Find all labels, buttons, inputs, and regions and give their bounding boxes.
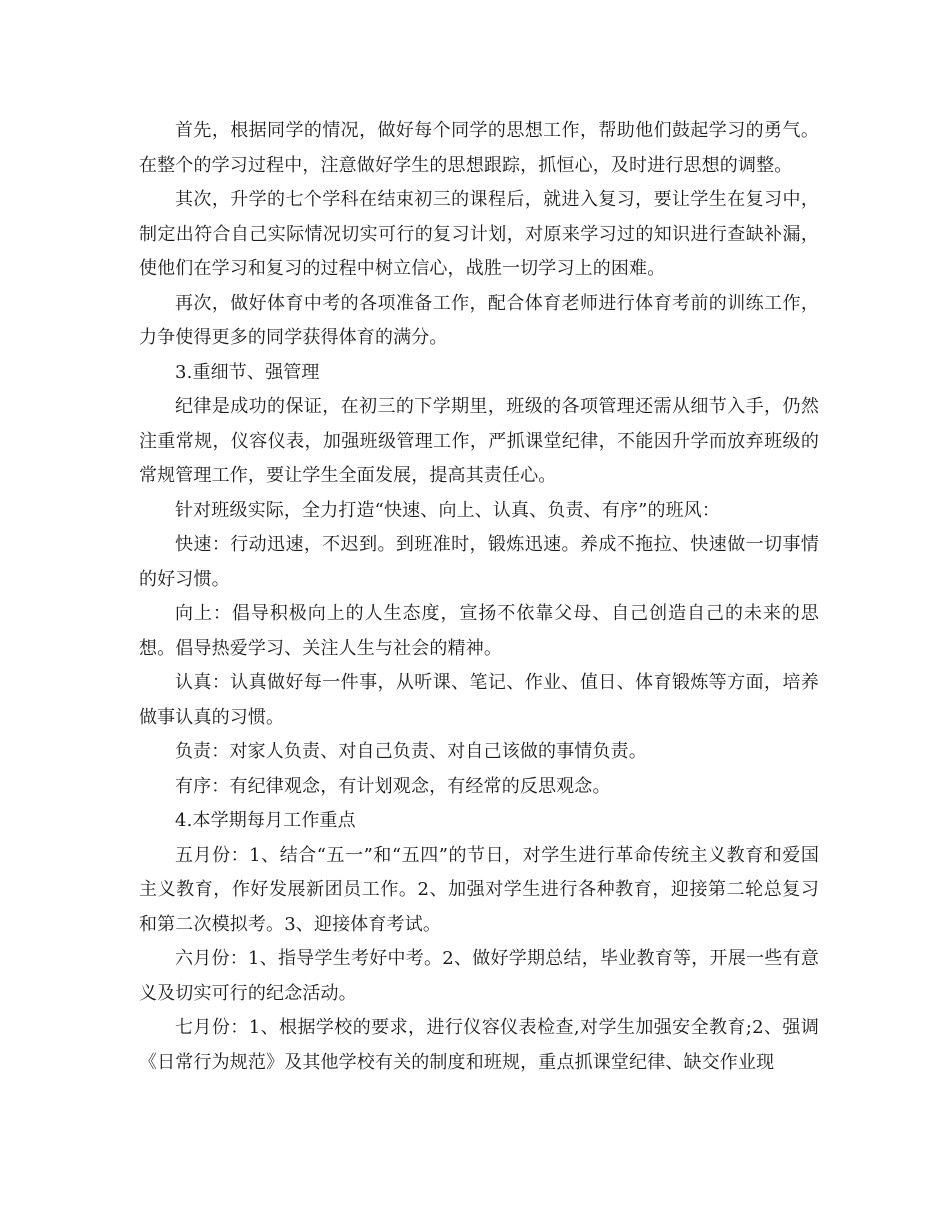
paragraph-class-style: 针对班级实际，全力打造“快速、向上、认真、负责、有序”的班风： xyxy=(175,499,721,521)
paragraph-orderly: 有序：有纪律观念，有计划观念，有经常的反思观念。 xyxy=(175,775,611,797)
paragraph-upward: 向上：倡导积极向上的人生态度，宣扬不依靠父母、自己创造自己的未来的思想。倡导热爱学习、关注人生与社会的精神。 xyxy=(139,603,819,659)
paragraph-july: 七月份：1、根据学校的要求，进行仪容仪表检查,对学生加强安全教育;2、强调《日常行为规范》及其他学校有关的制度和班规，重点抓课堂纪律、缺交作业现 xyxy=(139,1017,819,1073)
paragraph-june: 六月份：1、指导学生考好中考。2、做好学期总结，毕业教育等，开展一些有意义及切实可行的纪念活动。 xyxy=(139,948,819,1004)
paragraph-ideological-work: 首先，根据同学的情况，做好每个同学的思想工作，帮助他们鼓起学习的勇气。在整个的学习过程中，注意做好学生的思想跟踪，抓恒心，及时进行思想的调整。 xyxy=(139,120,819,176)
paragraph-responsible: 负责：对家人负责、对自己负责、对自己该做的事情负责。 xyxy=(175,741,647,762)
paragraph-fast: 快速：行动迅速，不迟到。到班准时，锻炼迅速。养成不拖拉、快速做一切事情的好习惯。 xyxy=(139,534,819,590)
paragraph-may: 五月份：1、结合“五一”和“五四”的节日，对学生进行革命传统主义教育和爱国主义教育，作好发展新团员工作。2、加强对学生进行各种教育，迎接第二轮总复习和第二次模拟考。3、迎接体育考试。 xyxy=(139,844,819,935)
section-heading-monthly-focus: 4.本学期每月工作重点 xyxy=(175,810,356,831)
section-heading-details-management: 3.重细节、强管理 xyxy=(175,361,320,383)
paragraph-earnest: 认真：认真做好每一件事，从听课、笔记、作业、值日、体育锻炼等方面，培养做事认真的习惯。 xyxy=(139,672,819,728)
document-body xyxy=(139,114,819,1080)
paragraph-review-plan: 其次，升学的七个学科在结束初三的课程后，就进入复习，要让学生在复习中，制定出符合自己实际情况切实可行的复习计划，对原来学习过的知识进行查缺补漏，使他们在学习和复习的过程中树立信心，战胜一切学习上的困难。 xyxy=(139,189,819,279)
paragraph-pe-exam: 再次，做好体育中考的各项准备工作，配合体育老师进行体育考前的训练工作，力争使得更多的同学获得体育的满分。 xyxy=(139,292,819,348)
paragraph-discipline: 纪律是成功的保证，在初三的下学期里，班级的各项管理还需从细节入手，仍然注重常规，仪容仪表，加强班级管理工作，严抓课堂纪律，不能因升学而放弃班级的常规管理工作，要让学生全面发展，提高其责任心。 xyxy=(139,396,819,486)
